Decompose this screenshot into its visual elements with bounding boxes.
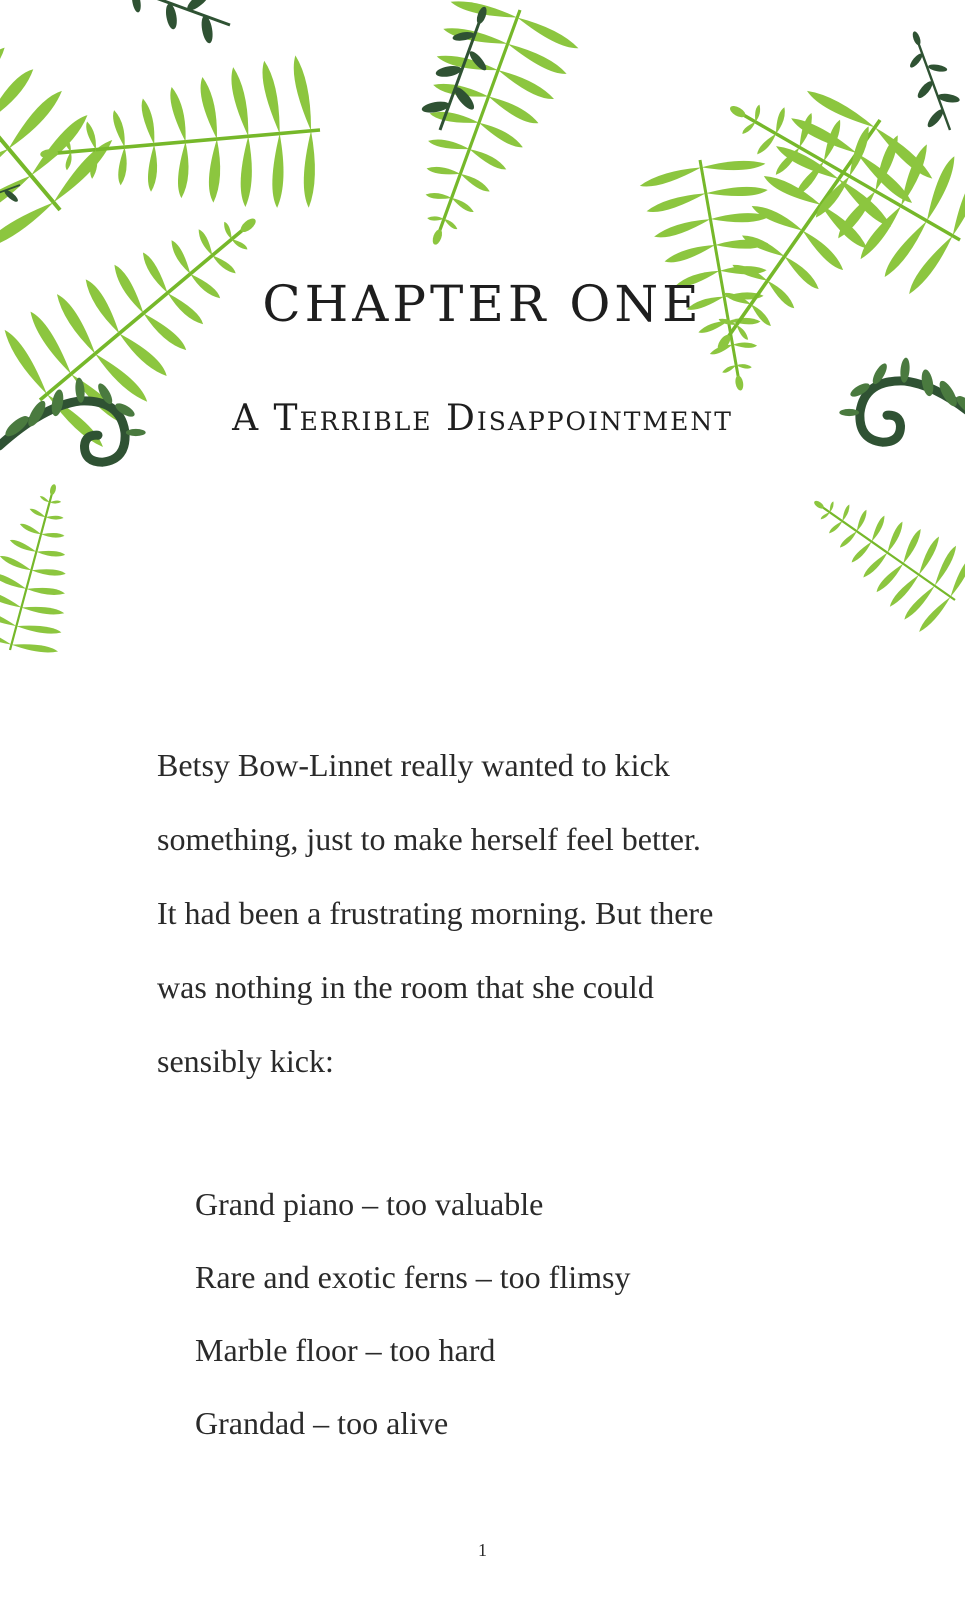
kick-list (195, 1168, 630, 1460)
list-item: Marble floor – too hard (195, 1332, 496, 1368)
paragraph-line: was nothing in the room that she could (157, 969, 654, 1005)
paragraph-line: It had been a frustrating morning. But there (157, 895, 714, 931)
list-item: Grandad – too alive (195, 1405, 449, 1441)
chapter-title: CHAPTER ONE (262, 275, 703, 333)
paragraph-line: something, just to make herself feel better. (157, 821, 701, 857)
page-number: 1 (478, 1540, 487, 1560)
list-item: Rare and exotic ferns – too flimsy (195, 1259, 631, 1295)
list-item: Grand piano – too valuable (195, 1186, 544, 1222)
paragraph-line: sensibly kick: (157, 1043, 334, 1079)
paragraph-line: Betsy Bow-Linnet really wanted to kick (157, 747, 670, 783)
body-paragraph (157, 728, 857, 1098)
chapter-subtitle: A Terrible Disappointment (232, 398, 733, 439)
